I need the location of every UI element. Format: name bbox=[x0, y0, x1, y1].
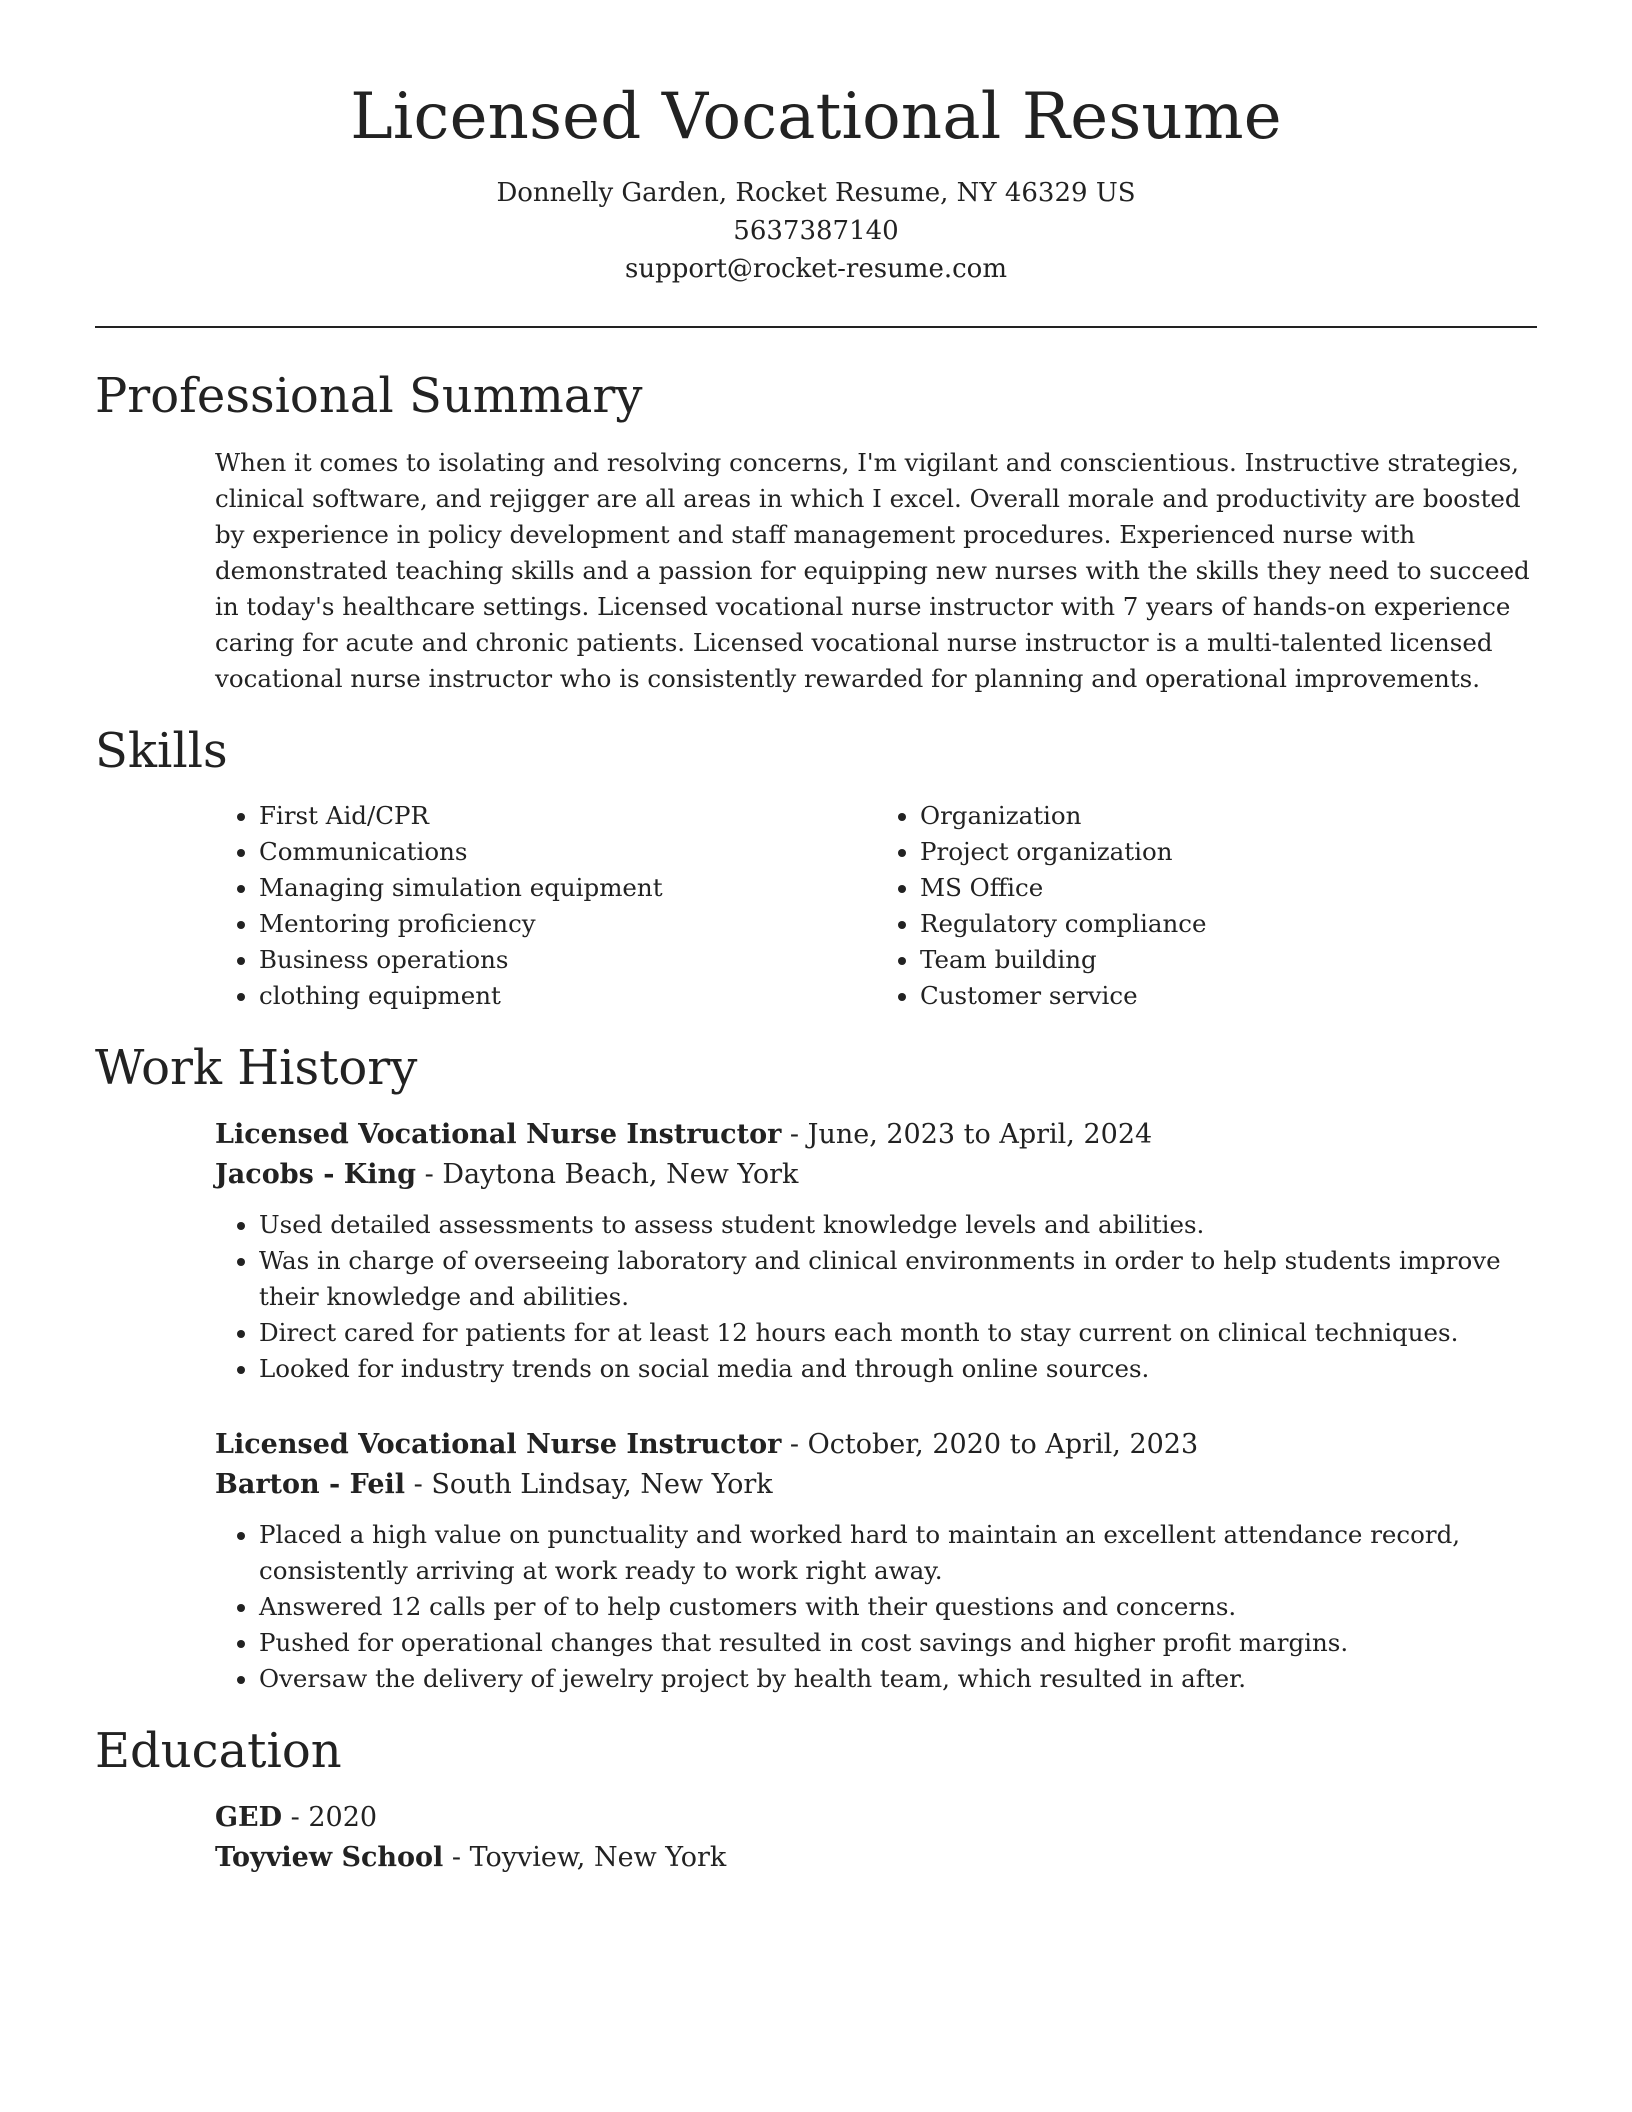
job-entry bbox=[215, 1425, 1537, 1697]
education-school-line bbox=[215, 1838, 1537, 1878]
resume-header bbox=[95, 0, 1537, 288]
skill-item: • clothing equipment bbox=[259, 978, 876, 1014]
contact-address: Donnelly Garden, Rocket Resume, NY 46329 US bbox=[496, 178, 1136, 209]
skills-right-list bbox=[876, 798, 1537, 1014]
job-dates: - October, 2020 to April, 2023 bbox=[781, 1428, 1199, 1460]
job-bullet: • Oversaw the delivery of jewelry project by health team, which resulted in after. bbox=[259, 1661, 1537, 1697]
summary-text: When it comes to isolating and resolving concerns, I'm vigilant and conscientious. Instructive strategies, clinical software, and rejigger are all areas in which I excel. Overall morale and productivity are boosted by experience in policy development and staff management procedures. Experienced nurse with demonstrated teaching skills and a passion for equipping new nurses with the skills they need to succeed in today's healthcare settings. Licensed vocational nurse instructor with 7 years of hands-on experience caring for acute and chronic patients. Licensed vocational nurse instructor is a multi-talented licensed vocational nurse instructor who is consistently rewarded for planning and operational improvements. bbox=[215, 448, 1530, 694]
job-company: Barton - Feil bbox=[215, 1468, 406, 1500]
summary-heading: Professional Summary bbox=[95, 368, 643, 425]
skill-item: • Customer service bbox=[920, 978, 1537, 1014]
job-bullet: • Answered 12 calls per of to help customers with their questions and concerns. bbox=[259, 1589, 1537, 1625]
job-location: - Daytona Beach, New York bbox=[416, 1158, 799, 1190]
job-title: Licensed Vocational Nurse Instructor bbox=[215, 1428, 782, 1460]
education-body bbox=[95, 1798, 1537, 1878]
skill-item: • Organization bbox=[920, 798, 1537, 834]
skills-left-list bbox=[215, 798, 876, 1014]
work-section bbox=[95, 1039, 1537, 1697]
contact-phone: 5637387140 bbox=[733, 216, 899, 247]
job-bullet: • Direct cared for patients for at least 12 hours each month to stay current on clinical techniques. bbox=[259, 1315, 1537, 1351]
job-bullet: • Placed a high value on punctuality and worked hard to maintain an excellent attendance record, consistently arriving at work ready to work right away. bbox=[259, 1517, 1537, 1589]
job-entry bbox=[215, 1115, 1537, 1387]
skill-item: • MS Office bbox=[920, 870, 1537, 906]
skills-section bbox=[95, 725, 1537, 1014]
education-degree-line bbox=[215, 1798, 1537, 1838]
job-company-line bbox=[215, 1465, 1537, 1505]
header-divider bbox=[95, 326, 1537, 328]
skill-item: • Communications bbox=[259, 834, 876, 870]
job-dates: - June, 2023 to April, 2024 bbox=[781, 1118, 1153, 1150]
skills-grid bbox=[215, 798, 1537, 1014]
work-heading: Work History bbox=[95, 1039, 418, 1096]
education-degree: GED bbox=[215, 1801, 283, 1833]
skill-item: • Team building bbox=[920, 942, 1537, 978]
education-location: - Toyview, New York bbox=[443, 1841, 727, 1873]
job-bullet: • Looked for industry trends on social media and through online sources. bbox=[259, 1351, 1537, 1387]
education-year: - 2020 bbox=[282, 1801, 378, 1833]
skill-item: • Mentoring proficiency bbox=[259, 906, 876, 942]
resume-title: Licensed Vocational Resume bbox=[350, 80, 1282, 154]
education-school: Toyview School bbox=[215, 1841, 444, 1873]
job-title-line bbox=[215, 1115, 1537, 1155]
job-bullet: • Used detailed assessments to assess student knowledge levels and abilities. bbox=[259, 1207, 1537, 1243]
skill-item: • Regulatory compliance bbox=[920, 906, 1537, 942]
skill-item: • Project organization bbox=[920, 834, 1537, 870]
job-company: Jacobs - King bbox=[215, 1158, 417, 1190]
job-bullets bbox=[215, 1207, 1537, 1387]
work-body bbox=[95, 1115, 1537, 1697]
job-bullet: • Was in charge of overseeing laboratory and clinical environments in order to help students improve their knowledge and abilities. bbox=[259, 1243, 1537, 1315]
job-bullets bbox=[215, 1517, 1537, 1697]
job-title: Licensed Vocational Nurse Instructor bbox=[215, 1118, 782, 1150]
skill-item: • Business operations bbox=[259, 942, 876, 978]
summary-section bbox=[95, 370, 1537, 697]
education-section bbox=[95, 1722, 1537, 1878]
skills-body bbox=[95, 798, 1537, 1014]
education-heading: Education bbox=[95, 1722, 342, 1779]
job-company-line bbox=[215, 1155, 1537, 1195]
skill-item: • First Aid/CPR bbox=[259, 798, 876, 834]
summary-body bbox=[95, 445, 1537, 697]
job-bullet: • Pushed for operational changes that resulted in cost savings and higher profit margins. bbox=[259, 1625, 1537, 1661]
skills-heading: Skills bbox=[95, 723, 228, 780]
contact-email: support@rocket-resume.com bbox=[624, 254, 1007, 285]
job-title-line bbox=[215, 1425, 1537, 1465]
skill-item: • Managing simulation equipment bbox=[259, 870, 876, 906]
job-location: - South Lindsay, New York bbox=[405, 1468, 773, 1500]
education-entry bbox=[215, 1798, 1537, 1878]
